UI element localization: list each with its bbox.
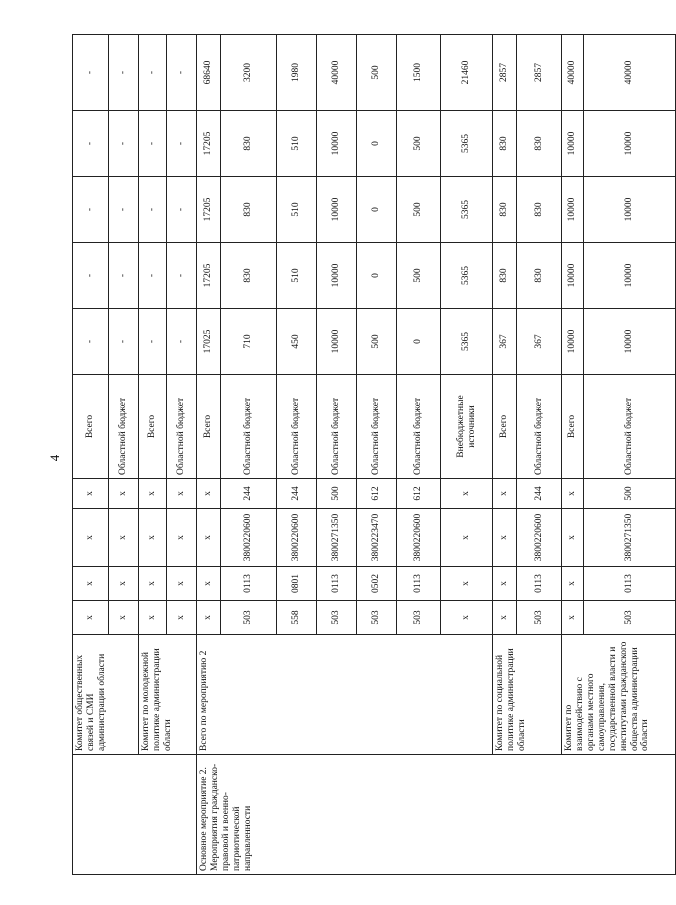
value-cell: - <box>167 309 197 375</box>
value-cell: 0 <box>357 177 397 243</box>
value-cell: - <box>109 309 139 375</box>
value-cell: 10000 <box>562 111 584 177</box>
rzpr-cell: х <box>73 567 109 601</box>
vr-cell: х <box>139 479 167 509</box>
grbs-cell: 558 <box>277 601 317 635</box>
vr-cell: 612 <box>357 479 397 509</box>
rzpr-cell: 0113 <box>517 567 562 601</box>
csr-cell: 3800271350 <box>584 509 676 567</box>
grbs-cell: 503 <box>221 601 277 635</box>
vr-cell: х <box>109 479 139 509</box>
value-cell: - <box>73 177 109 243</box>
value-cell: 830 <box>517 177 562 243</box>
value-cell: 367 <box>517 309 562 375</box>
source-cell: Всего <box>197 375 221 479</box>
csr-cell: х <box>562 509 584 567</box>
table-row <box>562 35 584 875</box>
value-cell: 10000 <box>584 177 676 243</box>
value-cell: - <box>109 177 139 243</box>
value-cell: 500 <box>357 309 397 375</box>
source-cell: Областной бюджет <box>357 375 397 479</box>
value-cell: 830 <box>517 111 562 177</box>
value-cell: - <box>167 243 197 309</box>
value-cell: 830 <box>221 111 277 177</box>
value-cell: 510 <box>277 111 317 177</box>
value-cell: 17205 <box>197 243 221 309</box>
rzpr-cell: 0801 <box>277 567 317 601</box>
grbs-cell: 503 <box>584 601 676 635</box>
total-cell: 40000 <box>317 35 357 111</box>
value-cell: 830 <box>221 177 277 243</box>
total-cell: - <box>167 35 197 111</box>
total-cell: 3200 <box>221 35 277 111</box>
table-row <box>73 35 109 875</box>
value-cell: 10000 <box>317 111 357 177</box>
value-cell: 0 <box>397 309 441 375</box>
budget-table <box>72 34 676 875</box>
value-cell: 10000 <box>317 243 357 309</box>
source-cell: Областной бюджет <box>317 375 357 479</box>
source-cell: Областной бюджет <box>221 375 277 479</box>
source-cell: Областной бюджет <box>109 375 139 479</box>
source-cell: Всего <box>73 375 109 479</box>
rzpr-cell: 0502 <box>357 567 397 601</box>
executor-cell: Комитет по социальной политике администрации области <box>493 635 562 755</box>
source-cell: Всего <box>562 375 584 479</box>
value-cell: - <box>73 309 109 375</box>
value-cell: 10000 <box>584 111 676 177</box>
grbs-cell: 503 <box>517 601 562 635</box>
executor-cell: Комитет по взаимодействию с органами местного самоуправления, государственной власти и институтами гражданского общества администрации области <box>562 635 676 755</box>
source-cell: Областной бюджет <box>167 375 197 479</box>
value-cell: - <box>139 111 167 177</box>
value-cell: 5365 <box>441 111 493 177</box>
value-cell: - <box>167 111 197 177</box>
source-cell: Всего <box>493 375 517 479</box>
value-cell: 17205 <box>197 111 221 177</box>
value-cell: - <box>139 177 167 243</box>
rzpr-cell: 0113 <box>584 567 676 601</box>
executor-cell: Всего по мероприятию 2 <box>197 635 493 755</box>
source-cell: Областной бюджет <box>277 375 317 479</box>
value-cell: 10000 <box>562 309 584 375</box>
value-cell: 10000 <box>562 177 584 243</box>
csr-cell: х <box>73 509 109 567</box>
source-cell: Областной бюджет <box>517 375 562 479</box>
csr-cell: 3800223470 <box>357 509 397 567</box>
csr-cell: х <box>167 509 197 567</box>
table-row <box>139 35 167 875</box>
csr-cell: 3800271350 <box>317 509 357 567</box>
rzpr-cell: х <box>562 567 584 601</box>
executor-cell: Комитет по молодежной политике администрации области <box>139 635 197 755</box>
executor-cell: Комитет общественных связей и СМИ администрации области <box>73 635 139 755</box>
main-activity-title: Основное мероприятие 2. Мероприятия гражданско-правовой и военно-патриотической направленности <box>197 755 676 875</box>
rzpr-cell: х <box>493 567 517 601</box>
grbs-cell: х <box>197 601 221 635</box>
source-cell: Областной бюджет <box>584 375 676 479</box>
rzpr-cell: х <box>109 567 139 601</box>
vr-cell: х <box>562 479 584 509</box>
value-cell: 10000 <box>584 243 676 309</box>
vr-cell: х <box>493 479 517 509</box>
total-cell: 40000 <box>584 35 676 111</box>
csr-cell: х <box>197 509 221 567</box>
vr-cell: 244 <box>277 479 317 509</box>
value-cell: 450 <box>277 309 317 375</box>
grbs-cell: х <box>493 601 517 635</box>
value-cell: 830 <box>493 111 517 177</box>
value-cell: 0 <box>357 111 397 177</box>
grbs-cell: х <box>109 601 139 635</box>
grbs-cell: 503 <box>317 601 357 635</box>
rzpr-cell: 0113 <box>221 567 277 601</box>
value-cell: 10000 <box>584 309 676 375</box>
csr-cell: 3800220600 <box>221 509 277 567</box>
vr-cell: х <box>441 479 493 509</box>
csr-cell: 3800220600 <box>277 509 317 567</box>
value-cell: 10000 <box>317 309 357 375</box>
value-cell: 17205 <box>197 177 221 243</box>
page-number: 4 <box>47 454 62 462</box>
total-cell: 2857 <box>493 35 517 111</box>
grbs-cell: х <box>167 601 197 635</box>
grbs-cell: х <box>441 601 493 635</box>
vr-cell: 612 <box>397 479 441 509</box>
vr-cell: х <box>73 479 109 509</box>
value-cell: 830 <box>493 177 517 243</box>
value-cell: 17025 <box>197 309 221 375</box>
value-cell: - <box>109 243 139 309</box>
rzpr-cell: 0113 <box>397 567 441 601</box>
vr-cell: 500 <box>317 479 357 509</box>
source-cell: Областной бюджет <box>397 375 441 479</box>
value-cell: - <box>139 243 167 309</box>
value-cell: 10000 <box>562 243 584 309</box>
value-cell: 0 <box>357 243 397 309</box>
total-cell: 68640 <box>197 35 221 111</box>
value-cell: 367 <box>493 309 517 375</box>
value-cell: - <box>139 309 167 375</box>
value-cell: 500 <box>397 177 441 243</box>
total-cell: 500 <box>357 35 397 111</box>
total-cell: 1980 <box>277 35 317 111</box>
value-cell: 5365 <box>441 177 493 243</box>
table-row <box>197 35 221 875</box>
rotated-table-container <box>72 35 651 875</box>
csr-cell: х <box>441 509 493 567</box>
value-cell: 5365 <box>441 309 493 375</box>
vr-cell: 244 <box>221 479 277 509</box>
csr-cell: х <box>109 509 139 567</box>
grbs-cell: 503 <box>397 601 441 635</box>
total-cell: 21460 <box>441 35 493 111</box>
value-cell: 5365 <box>441 243 493 309</box>
value-cell: 830 <box>493 243 517 309</box>
csr-cell: х <box>493 509 517 567</box>
value-cell: 830 <box>517 243 562 309</box>
rzpr-cell: х <box>197 567 221 601</box>
value-cell: - <box>167 177 197 243</box>
rzpr-cell: х <box>167 567 197 601</box>
total-cell: - <box>73 35 109 111</box>
value-cell: 510 <box>277 243 317 309</box>
value-cell: 500 <box>397 243 441 309</box>
value-cell: 830 <box>221 243 277 309</box>
value-cell: - <box>109 111 139 177</box>
vr-cell: х <box>197 479 221 509</box>
value-cell: 710 <box>221 309 277 375</box>
total-cell: - <box>139 35 167 111</box>
rzpr-cell: 0113 <box>317 567 357 601</box>
value-cell: 510 <box>277 177 317 243</box>
value-cell: 10000 <box>317 177 357 243</box>
grbs-cell: х <box>562 601 584 635</box>
main-activity-cell <box>73 755 197 875</box>
grbs-cell: х <box>139 601 167 635</box>
total-cell: - <box>109 35 139 111</box>
source-cell: Внебюджетные источники <box>441 375 493 479</box>
vr-cell: 500 <box>584 479 676 509</box>
grbs-cell: 503 <box>357 601 397 635</box>
grbs-cell: х <box>73 601 109 635</box>
total-cell: 40000 <box>562 35 584 111</box>
csr-cell: 3800220600 <box>517 509 562 567</box>
value-cell: - <box>73 243 109 309</box>
total-cell: 1500 <box>397 35 441 111</box>
source-cell: Всего <box>139 375 167 479</box>
rzpr-cell: х <box>139 567 167 601</box>
vr-cell: х <box>167 479 197 509</box>
rzpr-cell: х <box>441 567 493 601</box>
value-cell: - <box>73 111 109 177</box>
vr-cell: 244 <box>517 479 562 509</box>
csr-cell: 3800220600 <box>397 509 441 567</box>
table-row <box>493 35 517 875</box>
csr-cell: х <box>139 509 167 567</box>
value-cell: 500 <box>397 111 441 177</box>
total-cell: 2857 <box>517 35 562 111</box>
